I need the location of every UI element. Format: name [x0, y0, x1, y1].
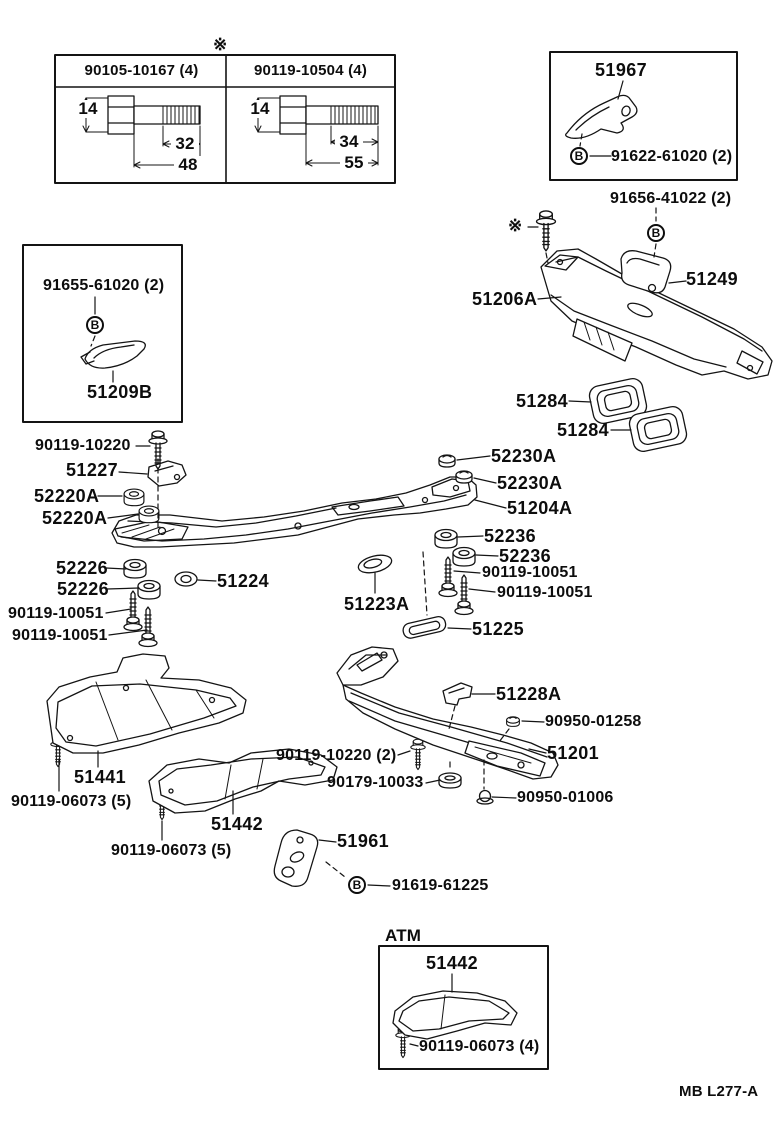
label-51224: 51224 [217, 571, 270, 591]
spec-col1-shank-len: 48 [174, 156, 202, 174]
part-51961-drawing [274, 830, 317, 886]
part-52226-2-drawing [138, 581, 160, 600]
label-51967: 51967 [595, 60, 648, 80]
reference-mark-bolt: ※ [508, 216, 523, 235]
part-52236-1-drawing [435, 530, 457, 549]
circled-b-91656: B [647, 224, 665, 242]
part-52220a-1-drawing [124, 489, 144, 506]
label-52220a-2: 52220A [42, 508, 108, 528]
spec-col2-shank-len: 55 [340, 154, 368, 172]
label-51223a: 51223A [344, 594, 410, 614]
label-51442-atm: 51442 [426, 953, 479, 973]
label-51442: 51442 [211, 814, 264, 834]
label-51961: 51961 [337, 831, 390, 851]
part-52236-2-drawing [453, 548, 475, 567]
label-90119-10051-r1: 90119-10051 [482, 564, 578, 581]
label-51225: 51225 [472, 619, 525, 639]
label-90119-06073-1: 90119-06073 (5) [11, 793, 132, 810]
label-52226-2: 52226 [57, 579, 110, 599]
label-51206a: 51206A [472, 289, 538, 309]
part-52226-1-drawing [124, 560, 146, 579]
part-51967-drawing [566, 95, 637, 138]
label-52220a-1: 52220A [34, 486, 100, 506]
part-51442-atm-drawing [393, 991, 517, 1039]
label-51227: 51227 [66, 460, 119, 480]
label-90950-01006: 90950-01006 [517, 789, 614, 806]
spec-col2-thread-len: 34 [335, 133, 363, 151]
label-52236-1: 52236 [484, 526, 537, 546]
label-52236-2: 52236 [499, 546, 552, 566]
part-51209b-drawing [81, 341, 145, 368]
part-51227-drawing [148, 461, 186, 486]
part-51441-drawing [47, 654, 246, 753]
label-51201: 51201 [547, 743, 600, 763]
spec-col1-part-no: 90105-10167 (4) [84, 62, 199, 79]
bolt-reference-mark [537, 211, 556, 251]
label-51204a: 51204A [507, 498, 573, 518]
label-51209b: 51209B [87, 382, 153, 402]
reference-mark-table: ※ [213, 35, 228, 54]
drawing-code: MB L277-A [679, 1083, 759, 1100]
plug-90950-01258 [507, 717, 520, 727]
spec-col2-head-dia: 14 [248, 100, 272, 118]
label-51441: 51441 [74, 767, 127, 787]
label-91622-61020: 91622-61020 (2) [611, 148, 733, 165]
circled-b-91622: B [570, 147, 588, 165]
bolt-90119-10220-2 [411, 739, 425, 769]
spec-col1-thread-len: 32 [171, 135, 199, 153]
circled-b-91619: B [348, 876, 366, 894]
label-91655-61020: 91655-61020 (2) [43, 277, 165, 294]
part-52230a-2-drawing [456, 471, 472, 483]
label-52230a-2: 52230A [497, 473, 563, 493]
label-90119-10051-l1: 90119-10051 [8, 605, 104, 622]
plug-90950-01006 [477, 791, 493, 805]
label-52226-1: 52226 [56, 558, 109, 578]
label-52230a-1: 52230A [491, 446, 557, 466]
part-52220a-2-drawing [139, 506, 159, 523]
part-51224-drawing [175, 572, 197, 586]
atm-caption: ATM [385, 926, 422, 945]
part-51223a-drawing [357, 552, 394, 576]
label-51228a: 51228A [496, 684, 562, 704]
label-90119-06073-atm: 90119-06073 (4) [419, 1038, 540, 1055]
spec-col2-part-no: 90119-10504 (4) [253, 62, 368, 79]
label-90119-10220: 90119-10220 [35, 437, 131, 454]
part-51204a-drawing [112, 477, 477, 547]
circled-b-91655: B [86, 316, 104, 334]
label-90179-10033: 90179-10033 [327, 774, 424, 791]
part-51228a-drawing [443, 683, 472, 705]
label-90119-10051-r2: 90119-10051 [497, 584, 593, 601]
part-52230a-1-drawing [439, 455, 455, 467]
label-91656-41022: 91656-41022 (2) [610, 190, 732, 207]
label-51249: 51249 [686, 269, 739, 289]
bolt-90119-10051-r2 [455, 575, 473, 615]
label-51284-1: 51284 [516, 391, 569, 411]
label-90119-10051-l2: 90119-10051 [12, 627, 108, 644]
label-90950-01258: 90950-01258 [545, 713, 642, 730]
spec-col1-head-dia: 14 [76, 100, 100, 118]
label-91619-61225: 91619-61225 [392, 877, 489, 894]
part-51225-drawing [402, 615, 447, 639]
label-90119-10220-2: 90119-10220 (2) [276, 747, 397, 764]
nut-90179-10033 [439, 773, 461, 788]
label-90119-06073-2: 90119-06073 (5) [111, 842, 232, 859]
label-51284-2: 51284 [557, 420, 610, 440]
